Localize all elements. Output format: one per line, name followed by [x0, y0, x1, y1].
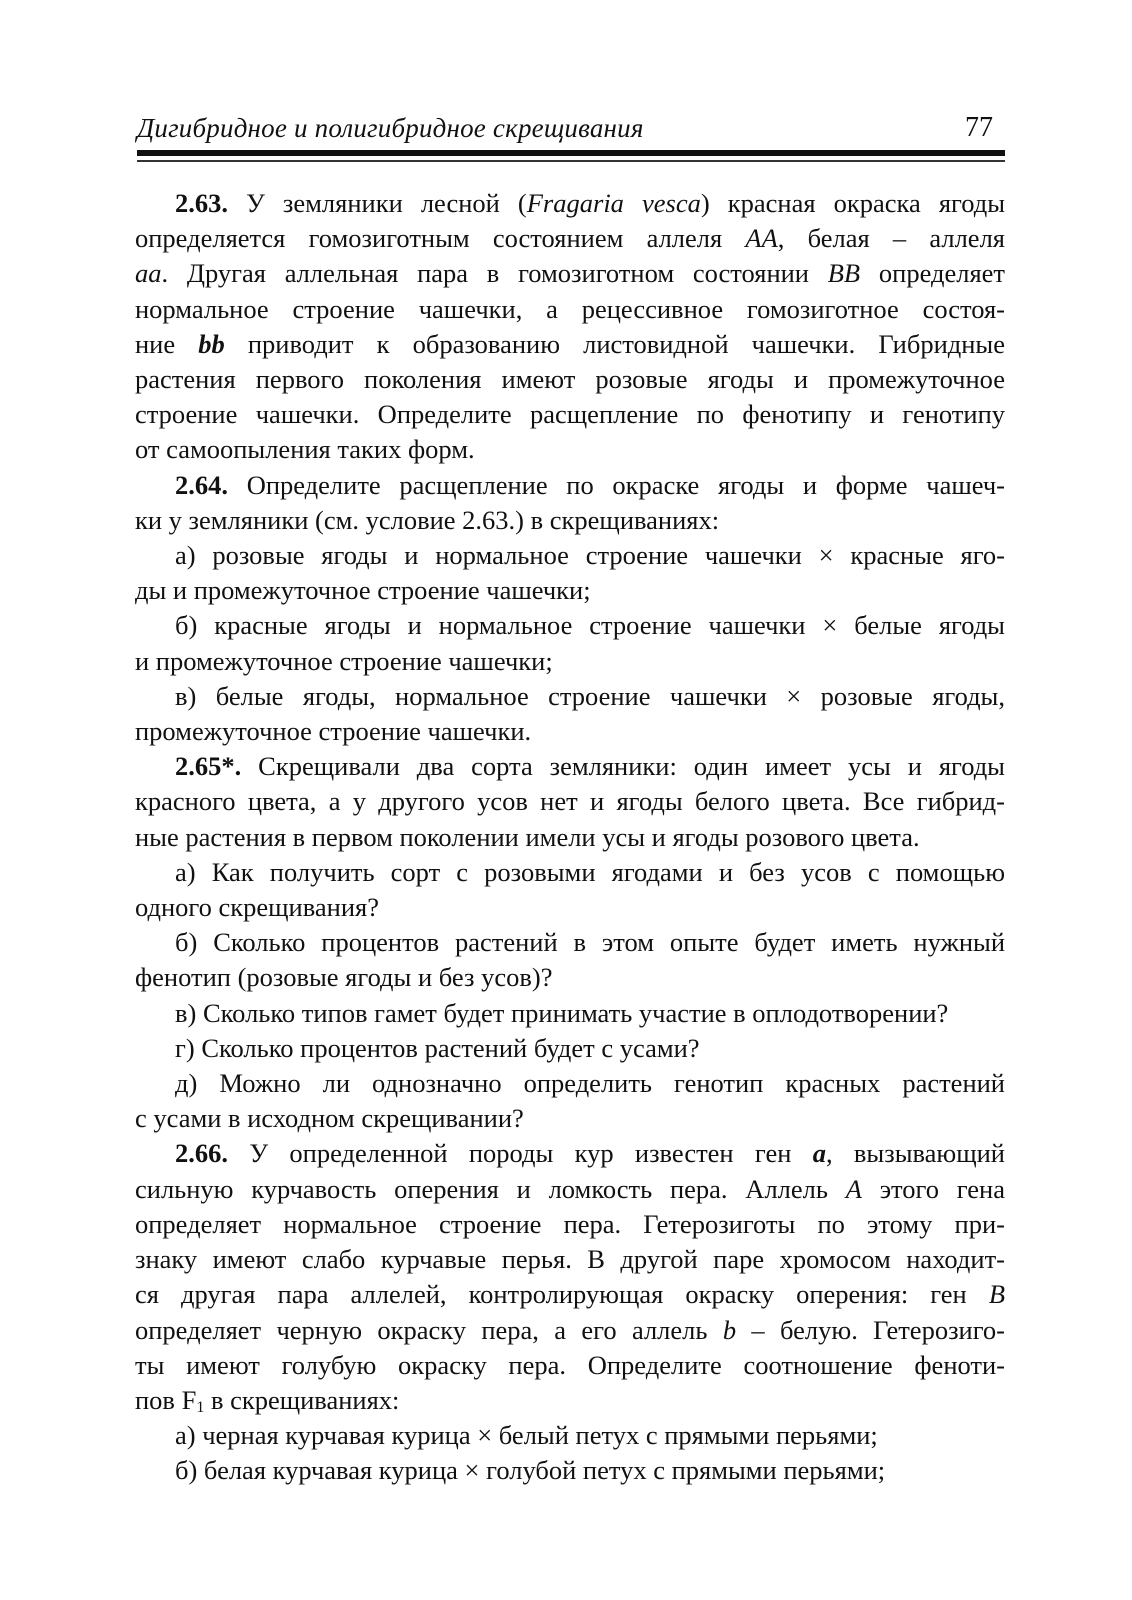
text-line: в) Сколько типов гамет будет принимать участие в оплодотворении? [175, 997, 949, 1028]
text-line [135, 468, 1005, 503]
text-line: б) Сколько процентов растений в этом опыте будет иметь нужный [175, 927, 1005, 958]
text-line: одного скрещивания? [135, 892, 379, 923]
text-run: определяет [860, 258, 1005, 289]
running-title: Дигибридное и полигибридное скрещивания [137, 113, 644, 143]
text-line: ды и промежуточное строение чашечки; [135, 575, 591, 606]
text-line: от самоопыления таких форм. [135, 434, 475, 465]
text-run: У определенной породы кур известен ген [249, 1138, 813, 1169]
text-run: , белая – аллеля [777, 223, 1005, 254]
generation-subscript: 1 [196, 1398, 205, 1416]
text-run: определяет черную окраску пера, а его аллель [135, 1314, 723, 1345]
problem-number: 2.64. [175, 469, 228, 500]
text-line: а) черная курчавая курица × белый петух с прямыми перьями; [175, 1420, 878, 1451]
gene-symbol: b [722, 1314, 737, 1345]
text-line [135, 221, 1005, 256]
gene-symbol: B [988, 1279, 1005, 1310]
text-run: этого гена [861, 1173, 1005, 1204]
text-line [135, 256, 1005, 291]
text-line: ные растения в первом поколении имели усы и ягоды розового цвета. [135, 821, 920, 852]
text-line: в) белые ягоды, нормальное строение чашечки × розовые ягоды, [175, 680, 1005, 711]
problem-2-66 [135, 1136, 1005, 1488]
text-run: Скрещивали два сорта земляники: один имеет усы и ягоды [258, 751, 1005, 782]
problem-2-65 [135, 749, 1005, 1136]
header-rule-thin [137, 160, 1005, 162]
text-line: строение чашечки. Определите расщепление по фенотипу и генотипу [135, 399, 1005, 430]
text-line: д) Можно ли однозначно определить генотип красных растений [175, 1068, 1005, 1099]
text-run: ) красная окраска ягоды [700, 188, 1005, 218]
text-line [135, 1383, 1005, 1418]
genotype: aa [135, 258, 162, 289]
text-line: фенотип (розовые ягоды и без усов)? [135, 962, 553, 993]
page-header [137, 108, 995, 148]
text-line: б) белая курчавая курица × голубой петух с прямыми перьями; [175, 1455, 886, 1486]
text-run: приводит к образованию листовидной чашечки. Гибридные [224, 328, 1005, 359]
text-run: определяется гомозиготным состоянием аллеля [135, 223, 746, 254]
text-run: Определите расщепление по окраске ягоды и форме чашеч- [246, 469, 1005, 500]
text-line: с усами в исходном скрещивании? [135, 1103, 524, 1134]
text-line [135, 1313, 1005, 1348]
gene-symbol: a [812, 1138, 826, 1169]
page-number: 77 [965, 112, 993, 143]
problem-2-64 [135, 468, 1005, 750]
text-line [135, 1172, 1005, 1207]
text-line: знаку имеют слабо курчавые перья. В другой паре хромосом находит- [135, 1244, 1005, 1275]
gene-symbol: A [845, 1173, 862, 1204]
text-run: . Другая аллельная пара в гомозиготном состоянии [161, 258, 828, 289]
text-line [135, 749, 1005, 784]
text-line: г) Сколько процентов растений будет с усами? [175, 1032, 700, 1063]
problem-number: 2.63. [175, 188, 228, 218]
text-line: определяет нормальное строение пера. Гетерозиготы по этому при- [135, 1208, 1005, 1239]
text-line [135, 1277, 1005, 1312]
text-line: а) розовые ягоды и нормальное строение чашечки × красные яго- [175, 540, 1005, 571]
page-body [135, 186, 1005, 1489]
genotype: BB [827, 258, 861, 289]
text-line: б) красные ягоды и нормальное строение чашечки × белые ягоды [175, 610, 1005, 641]
text-line: промежуточное строение чашечки. [135, 716, 532, 747]
text-line: нормальное строение чашечки, а рецессивное гомозиготное состоя- [135, 293, 1005, 324]
text-line: и промежуточное строение чашечки; [135, 645, 553, 676]
text-run: – белую. Гетерозиго- [736, 1314, 1005, 1345]
text-line [135, 327, 1005, 362]
text-run: , вызывающий [825, 1138, 1005, 1169]
text-line: ки у земляники (см. условие 2.63.) в скрещиваниях: [135, 504, 720, 535]
text-line: красного цвета, а у другого усов нет и ягоды белого цвета. Все гибрид- [135, 786, 1005, 817]
genotype: bb [198, 328, 225, 359]
text-run: в скрещиваниях: [204, 1384, 400, 1415]
text-line [135, 1136, 1005, 1171]
text-run: ся другая пара аллелей, контролирующая окраску оперения: ген [135, 1279, 989, 1310]
genotype: AA [745, 223, 778, 254]
problem-number: 2.65*. [175, 751, 242, 782]
problem-2-63 [135, 186, 1005, 468]
text-line [135, 186, 1005, 221]
header-rule-thick [137, 150, 1005, 156]
text-run: У земляники лесной ( [246, 188, 527, 218]
text-line: ты имеют голубую окраску пера. Определите соотношение феноти- [135, 1349, 1005, 1380]
text-line: а) Как получить сорт с розовыми ягодами и без усов с помощью [175, 856, 1005, 887]
problem-number: 2.66. [175, 1138, 228, 1169]
text-line: растения первого поколения имеют розовые ягоды и промежуточное [135, 364, 1005, 395]
species-name: Fragaria vesca [526, 188, 701, 218]
text-run: сильную курчавость оперения и ломкость пера. Аллель [135, 1173, 846, 1204]
text-run: пов F [135, 1384, 197, 1415]
text-run: ние [135, 328, 199, 359]
